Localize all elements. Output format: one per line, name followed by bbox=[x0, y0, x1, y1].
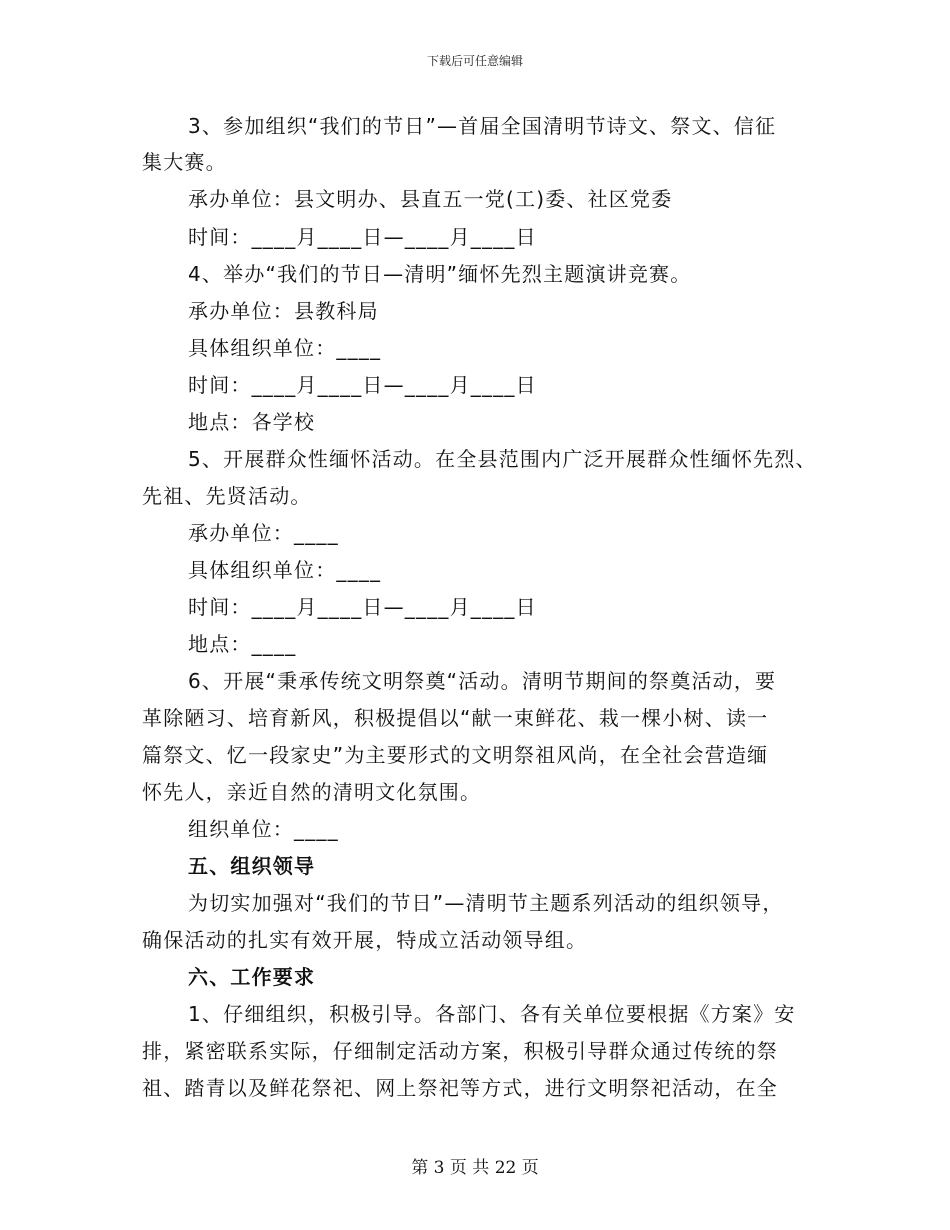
text-line: 集大赛。 bbox=[142, 150, 227, 174]
text-line: 为切实加强对“我们的节日”—清明节主题系列活动的组织领导， bbox=[188, 891, 784, 915]
text-line: 怀先人，亲近自然的清明文化氛围。 bbox=[142, 780, 482, 804]
text-line: 确保活动的扎实有效开展，特成立活动领导组。 bbox=[142, 928, 588, 952]
text-line: 时间：____月____日—____月____日 bbox=[188, 595, 537, 619]
section-heading: 五、组织领导 bbox=[188, 854, 316, 878]
text-line: 6、开展“秉承传统文明祭奠“活动。清明节期间的祭奠活动，要 bbox=[188, 669, 777, 693]
text-line: 组织单位：____ bbox=[188, 817, 339, 841]
text-line: 祖、踏青以及鲜花祭祀、网上祭祀等方式，进行文明祭祀活动，在全 bbox=[142, 1076, 778, 1100]
text-line: 1、仔细组织，积极引导。各部门、各有关单位要根据《方案》安 bbox=[188, 1002, 796, 1026]
text-line: 排，紧密联系实际，仔细制定活动方案，积极引导群众通过传统的祭 bbox=[142, 1039, 778, 1063]
text-line: 地点：____ bbox=[188, 632, 297, 656]
text-line: 篇祭文、忆一段家史”为主要形式的文明祭祖风尚，在全社会营造缅 bbox=[142, 743, 769, 767]
text-line: 承办单位：____ bbox=[188, 521, 339, 545]
page-footer: 第 3 页 共 22 页 bbox=[411, 1158, 539, 1178]
section-heading: 六、工作要求 bbox=[188, 965, 316, 989]
text-line: 承办单位：县教科局 bbox=[188, 299, 379, 323]
text-line: 4、举办“我们的节日—清明”缅怀先烈主题演讲竞赛。 bbox=[188, 262, 692, 286]
text-line: 革除陋习、培育新风，积极提倡以“献一束鲜花、栽一棵小树、读一 bbox=[142, 706, 769, 730]
text-line: 具体组织单位：____ bbox=[188, 336, 382, 360]
text-line: 3、参加组织“我们的节日”—首届全国清明节诗文、祭文、信征 bbox=[188, 114, 777, 138]
text-line: 时间：____月____日—____月____日 bbox=[188, 373, 537, 397]
text-line: 承办单位：县文明办、县直五一党(工)委、社区党委 bbox=[188, 187, 673, 211]
text-line: 先祖、先贤活动。 bbox=[142, 484, 312, 508]
text-line: 地点：各学校 bbox=[188, 410, 316, 434]
text-line: 具体组织单位：____ bbox=[188, 558, 382, 582]
page-header: 下载后可任意编辑 bbox=[426, 54, 523, 68]
text-line: 5、开展群众性缅怀活动。在全县范围内广泛开展群众性缅怀先烈、 bbox=[188, 447, 817, 471]
text-line: 时间：____月____日—____月____日 bbox=[188, 225, 537, 249]
